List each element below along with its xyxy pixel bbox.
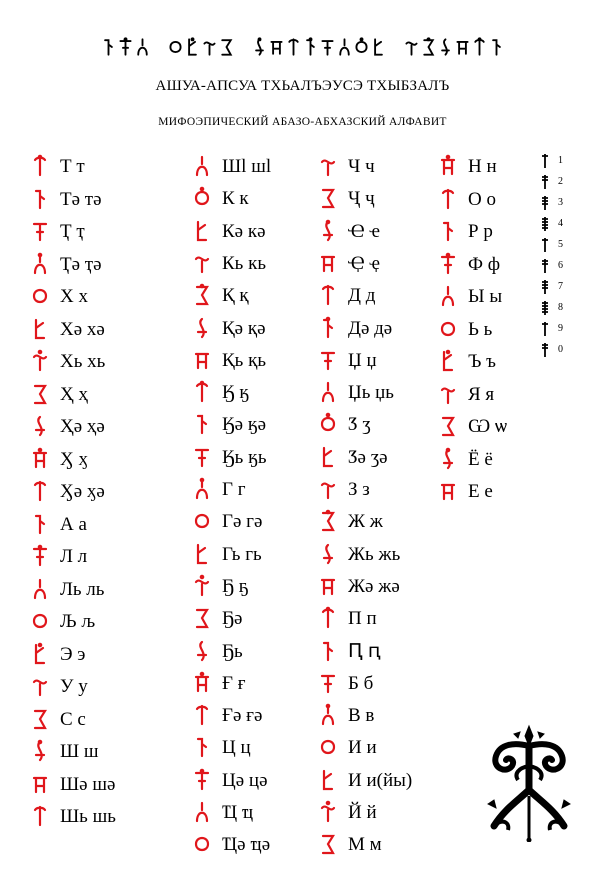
cyrillic-letter: Б б — [348, 672, 374, 694]
script-glyph-icon — [192, 733, 218, 763]
alphabet-entry — [192, 798, 253, 828]
cyrillic-letter: Кь кь — [222, 252, 266, 274]
numeral-label: 3 — [558, 197, 563, 208]
cyrillic-letter: Хь хь — [60, 351, 106, 372]
cyrillic-letter: Ф ф — [468, 253, 501, 275]
cyrillic-letter: Я я — [468, 383, 495, 405]
cyrillic-letter: Ж ж — [348, 511, 383, 533]
alphabet-entry — [192, 217, 266, 247]
alphabet-entry — [318, 217, 380, 247]
script-glyph-icon — [30, 737, 56, 767]
cyrillic-letter: Л л — [60, 546, 88, 567]
alphabet-entry — [192, 249, 266, 279]
numeral-label: 7 — [558, 281, 563, 292]
cyrillic-letter: Х х — [60, 286, 88, 307]
cyrillic-letter: О о — [468, 188, 496, 210]
script-glyph-icon — [438, 282, 464, 312]
script-glyph-icon — [438, 217, 464, 247]
cyrillic-letter: И и(йы) — [348, 769, 413, 791]
cyrillic-letter: Ӡ ӡ — [348, 414, 371, 436]
script-glyph-icon — [438, 347, 464, 377]
alphabet-entry — [318, 184, 375, 214]
alphabet-entry — [192, 507, 262, 537]
alphabet-entry — [30, 282, 88, 312]
script-glyph-icon — [318, 766, 344, 796]
numeral-label: 9 — [558, 323, 563, 334]
cyrillic-letter: Жә жә — [348, 575, 400, 597]
cyrillic-letter: Ль ль — [60, 578, 105, 600]
alphabet-entry — [438, 380, 494, 410]
title-script — [0, 22, 605, 72]
cyrillic-letter: Ҕь — [222, 640, 243, 662]
cyrillic-letter: Џ џ — [348, 349, 377, 371]
alphabet-entry — [438, 152, 497, 182]
alphabet-entry — [30, 672, 88, 702]
cyrillic-letter: Ҵ ҵ — [222, 802, 254, 823]
alphabet-entry — [318, 152, 375, 182]
script-glyph-icon — [30, 250, 56, 280]
script-glyph-icon — [318, 346, 344, 376]
script-glyph-icon — [318, 637, 344, 667]
script-glyph-icon — [318, 733, 344, 763]
alphabet-entry — [318, 766, 412, 796]
alphabet-entry — [30, 607, 95, 637]
alphabet-entry — [192, 152, 271, 182]
script-glyph-icon — [30, 575, 56, 605]
alphabet-entry — [30, 412, 105, 442]
script-glyph-icon — [438, 315, 464, 345]
alphabet-entry — [438, 217, 493, 247]
script-glyph-icon — [318, 701, 344, 731]
numeral-glyph-icon — [540, 341, 550, 359]
cyrillic-letter: Шl шl — [222, 156, 272, 177]
cyrillic-letter: Қә қә — [222, 317, 266, 339]
script-glyph-icon — [192, 701, 218, 731]
script-glyph-icon — [438, 477, 464, 507]
cyrillic-letter: Ӽ ӽ — [60, 448, 88, 470]
alphabet-entry — [30, 185, 102, 215]
cyrillic-letter: Ҭә ҭә — [60, 253, 102, 275]
script-glyph-icon — [438, 445, 464, 475]
numeral-entry — [540, 276, 580, 297]
cyrillic-letter: Џь џь — [348, 382, 394, 404]
cyrillic-letter: Г г — [222, 479, 246, 500]
cyrillic-letter: Ё ё — [468, 448, 493, 470]
script-glyph-icon — [318, 540, 344, 570]
cyrillic-letter: Ш ш — [60, 741, 99, 762]
cyrillic-letter: Кә кә — [222, 220, 266, 242]
script-glyph-icon — [30, 217, 56, 247]
cyrillic-letter: Қ қ — [222, 285, 249, 307]
alphabet-entry — [30, 542, 87, 572]
cyrillic-letter: Д д — [348, 285, 376, 307]
cyrillic-letter: Ҵә ҵә — [222, 834, 271, 856]
cyrillic-letter: Ҕә — [222, 608, 243, 630]
numeral-glyph-icon — [540, 215, 550, 233]
cyrillic-letter: Ӡә ӡә — [348, 446, 388, 468]
script-glyph-icon — [318, 572, 344, 602]
alphabet-entry — [438, 282, 502, 312]
numeral-glyph-icon — [540, 320, 550, 338]
cyrillic-letter: В в — [348, 705, 375, 727]
cyrillic-letter: Гь гь — [222, 543, 262, 565]
numeral-glyph-icon — [540, 299, 550, 317]
numeral-glyph-icon — [540, 194, 550, 212]
alphabet-entry — [192, 281, 249, 311]
cyrillic-letter: Ы ы — [468, 286, 503, 307]
script-glyph-icon — [318, 507, 344, 537]
page-subtitle: АШУА-АПСУА ТХЬАЛЪЭУСЭ ТХЫБЗАЛЪ — [155, 78, 450, 94]
numeral-entry — [540, 297, 580, 318]
cyrillic-letter: Ц ц — [222, 737, 251, 759]
alphabet-entry — [318, 378, 394, 408]
cyrillic-letter: И и — [348, 737, 377, 759]
numeral-entry — [540, 171, 580, 192]
alphabet-entry — [192, 410, 266, 440]
script-glyph-icon — [192, 184, 218, 214]
script-glyph-icon — [318, 669, 344, 699]
script-glyph-icon — [192, 152, 218, 182]
alphabet-entry — [30, 510, 87, 540]
cyrillic-letter: Жь жь — [348, 543, 401, 565]
script-glyph-icon — [30, 315, 56, 345]
alphabet-entry — [30, 737, 99, 767]
cyrillic-letter: Шә шә — [60, 773, 116, 795]
numeral-entry — [540, 234, 580, 255]
script-glyph-icon — [30, 672, 56, 702]
numeral-entry — [540, 318, 580, 339]
numeral-label: 2 — [558, 176, 563, 187]
cyrillic-letter: Ь ь — [468, 318, 493, 340]
alphabet-entry — [318, 540, 400, 570]
script-glyph-icon — [192, 766, 218, 796]
script-glyph-icon — [192, 217, 218, 247]
cyrillic-letter: Ҭ ҭ — [60, 221, 85, 242]
numeral-entry — [540, 339, 580, 360]
script-glyph-icon — [192, 540, 218, 570]
script-glyph-icon — [30, 380, 56, 410]
numeral-label: 1 — [558, 155, 563, 166]
cyrillic-letter: М м — [348, 834, 382, 856]
numeral-label: 8 — [558, 302, 563, 313]
alphabet-entry — [318, 314, 392, 344]
alphabet-entry — [192, 475, 246, 505]
cyrillic-letter: З з — [348, 479, 370, 500]
numeral-entry — [540, 213, 580, 234]
cyrillic-letter: Т т — [60, 156, 85, 177]
alphabet-entry — [438, 445, 493, 475]
numeral-glyph-icon — [540, 152, 550, 170]
alphabet-entry — [318, 637, 381, 667]
alphabet-entry — [30, 445, 88, 475]
alphabet-entry — [438, 412, 507, 442]
alphabet-entry — [318, 798, 377, 828]
script-glyph-icon — [192, 572, 218, 602]
alphabet-entry — [192, 572, 249, 602]
cyrillic-letter: Е е — [468, 481, 493, 502]
script-glyph-icon — [192, 314, 218, 344]
alphabet-entry — [318, 443, 388, 473]
cyrillic-letter: Гә гә — [222, 511, 263, 533]
script-glyph-icon — [318, 830, 344, 860]
cyrillic-letter: С с — [60, 708, 86, 730]
alphabet-entry — [192, 184, 249, 214]
alphabet-entry — [318, 701, 374, 731]
numeral-label: 4 — [558, 218, 563, 229]
cyrillic-letter: К к — [222, 188, 249, 210]
alphabet-entry — [30, 347, 105, 377]
script-glyph-icon — [192, 443, 218, 473]
numeral-entry — [540, 192, 580, 213]
cyrillic-letter: Ҷ ҷ — [348, 188, 375, 210]
alphabet-entry — [192, 701, 262, 731]
script-glyph-icon — [438, 152, 464, 182]
script-glyph-icon — [30, 770, 56, 800]
alphabet-entry — [30, 250, 102, 280]
alphabet-entry — [192, 540, 262, 570]
cyrillic-letter: А а — [60, 513, 87, 535]
script-glyph-icon — [192, 830, 218, 860]
script-glyph-icon — [438, 250, 464, 280]
cyrillic-letter: Р р — [468, 221, 493, 242]
cyrillic-letter: Ԥ ԥ — [348, 640, 381, 662]
alphabet-entry — [192, 314, 266, 344]
cyrillic-letter: Ъ ъ — [468, 351, 496, 372]
script-glyph-icon — [30, 510, 56, 540]
alphabet-entry — [318, 475, 370, 505]
script-glyph-icon — [318, 410, 344, 440]
script-glyph-icon — [192, 798, 218, 828]
numeral-label: 0 — [558, 344, 563, 355]
cyrillic-letter: У у — [60, 676, 88, 697]
cyrillic-letter: Ҳә ҳә — [60, 416, 105, 437]
alphabet-entry — [318, 604, 377, 634]
script-glyph-icon — [30, 445, 56, 475]
cyrillic-letter: Ҕ ҕ — [222, 575, 249, 597]
cyrillic-letter: Э э — [60, 643, 86, 665]
numeral-glyph-icon — [540, 257, 550, 275]
cyrillic-letter: Ҳ ҳ — [60, 383, 88, 405]
script-glyph-icon — [318, 604, 344, 634]
page-subtitle-2: МИФОЭПИЧЕСКИЙ АБАЗО-АБХАЗСКИЙ АЛФАВИТ — [158, 116, 447, 128]
alphabet-entry — [192, 766, 268, 796]
numeral-entry — [540, 150, 580, 171]
alphabet-entry — [30, 217, 85, 247]
script-glyph-icon — [192, 249, 218, 279]
alphabet-entry — [318, 830, 382, 860]
script-glyph-icon — [318, 314, 344, 344]
script-glyph-icon — [192, 475, 218, 505]
script-glyph-icon — [30, 802, 56, 832]
script-glyph-icon — [30, 412, 56, 442]
cyrillic-letter: Ӄә ӄә — [222, 414, 267, 436]
alphabet-entry — [318, 733, 377, 763]
script-glyph-icon — [30, 477, 56, 507]
alphabet-entry — [30, 802, 116, 832]
script-glyph-icon — [30, 347, 56, 377]
alphabet-entry — [30, 477, 105, 507]
alphabet-entry — [438, 185, 496, 215]
cyrillic-letter: Дә дә — [348, 317, 393, 339]
cyrillic-letter: Шь шь — [60, 806, 116, 827]
script-glyph-icon — [318, 798, 344, 828]
alphabet-entry — [30, 705, 86, 735]
script-glyph-icon — [30, 640, 56, 670]
alphabet-entry — [30, 575, 104, 605]
cyrillic-letter: Тә тә — [60, 188, 102, 210]
script-glyph-icon — [438, 185, 464, 215]
cyrillic-letter: Цә цә — [222, 769, 268, 791]
script-glyph-icon — [30, 152, 56, 182]
script-glyph-icon — [192, 410, 218, 440]
alphabet-entry — [192, 604, 242, 634]
numeral-label: 5 — [558, 239, 563, 250]
numeral-glyph-icon — [540, 173, 550, 191]
script-glyph-icon — [318, 378, 344, 408]
script-glyph-icon — [30, 282, 56, 312]
alphabet-entry — [192, 637, 243, 667]
numeral-label: 6 — [558, 260, 563, 271]
alphabet-entry — [318, 669, 373, 699]
script-glyph-icon — [30, 705, 56, 735]
script-glyph-icon — [438, 380, 464, 410]
numeral-glyph-icon — [540, 236, 550, 254]
alphabet-entry — [318, 410, 371, 440]
alphabet-entry — [30, 152, 85, 182]
cyrillic-letter: Н н — [468, 156, 497, 177]
cyrillic-letter: Ғә ғә — [222, 705, 263, 727]
cyrillic-letter: Ӽә ӽә — [60, 481, 105, 502]
script-glyph-icon — [30, 185, 56, 215]
cyrillic-letter: Й й — [348, 802, 377, 823]
alphabet-entry — [318, 281, 375, 311]
alphabet-entry — [30, 640, 85, 670]
script-glyph-icon — [192, 507, 218, 537]
alphabet-entry — [438, 347, 496, 377]
alphabet-entry — [192, 378, 249, 408]
cyrillic-letter: Ӄ ӄ — [222, 382, 250, 404]
script-glyph-icon — [318, 184, 344, 214]
script-glyph-icon — [318, 249, 344, 279]
cyrillic-letter: Ғ ғ — [222, 672, 246, 694]
alphabet-entry — [192, 346, 266, 376]
script-glyph-icon — [192, 604, 218, 634]
alphabet-entry — [318, 572, 400, 602]
cyrillic-letter: Ӄь ӄь — [222, 446, 267, 468]
script-glyph-icon — [192, 669, 218, 699]
alphabet-entry — [438, 477, 493, 507]
cyrillic-letter: Ҽ ҽ — [348, 220, 380, 242]
script-glyph-icon — [192, 637, 218, 667]
cyrillic-letter: Хә хә — [60, 318, 105, 340]
cyrillic-letter: Қь қь — [222, 349, 266, 371]
alphabet-entry — [318, 249, 380, 279]
alphabet-entry — [192, 733, 251, 763]
alphabet-entry — [30, 380, 88, 410]
script-glyph-icon — [318, 217, 344, 247]
script-glyph-icon — [318, 475, 344, 505]
alphabet-entry — [192, 830, 270, 860]
script-glyph-icon — [192, 281, 218, 311]
cyrillic-letter: Ч ч — [348, 156, 375, 177]
script-glyph-icon — [318, 152, 344, 182]
script-glyph-icon — [438, 412, 464, 442]
cyrillic-letter: П п — [348, 608, 377, 630]
alphabet-entry — [318, 346, 377, 376]
alphabet-entry — [318, 507, 383, 537]
numeral-glyph-icon — [540, 278, 550, 296]
script-glyph-icon — [318, 443, 344, 473]
alphabet-entry — [192, 443, 267, 473]
script-glyph-icon — [30, 607, 56, 637]
script-glyph-icon — [30, 542, 56, 572]
alphabet-entry — [192, 669, 246, 699]
ornamental-emblem-icon — [484, 722, 574, 847]
numeral-entry — [540, 255, 580, 276]
alphabet-entry — [438, 250, 500, 280]
alphabet-entry — [438, 315, 492, 345]
alphabet-entry — [30, 315, 105, 345]
script-glyph-icon — [192, 346, 218, 376]
cyrillic-letter: Ҿ ҿ — [348, 252, 380, 274]
cyrillic-letter: Ѡ ѡ — [468, 416, 508, 437]
script-glyph-icon — [318, 281, 344, 311]
alphabet-entry — [30, 770, 115, 800]
cyrillic-letter: Љ љ — [60, 611, 96, 632]
script-glyph-icon — [192, 378, 218, 408]
